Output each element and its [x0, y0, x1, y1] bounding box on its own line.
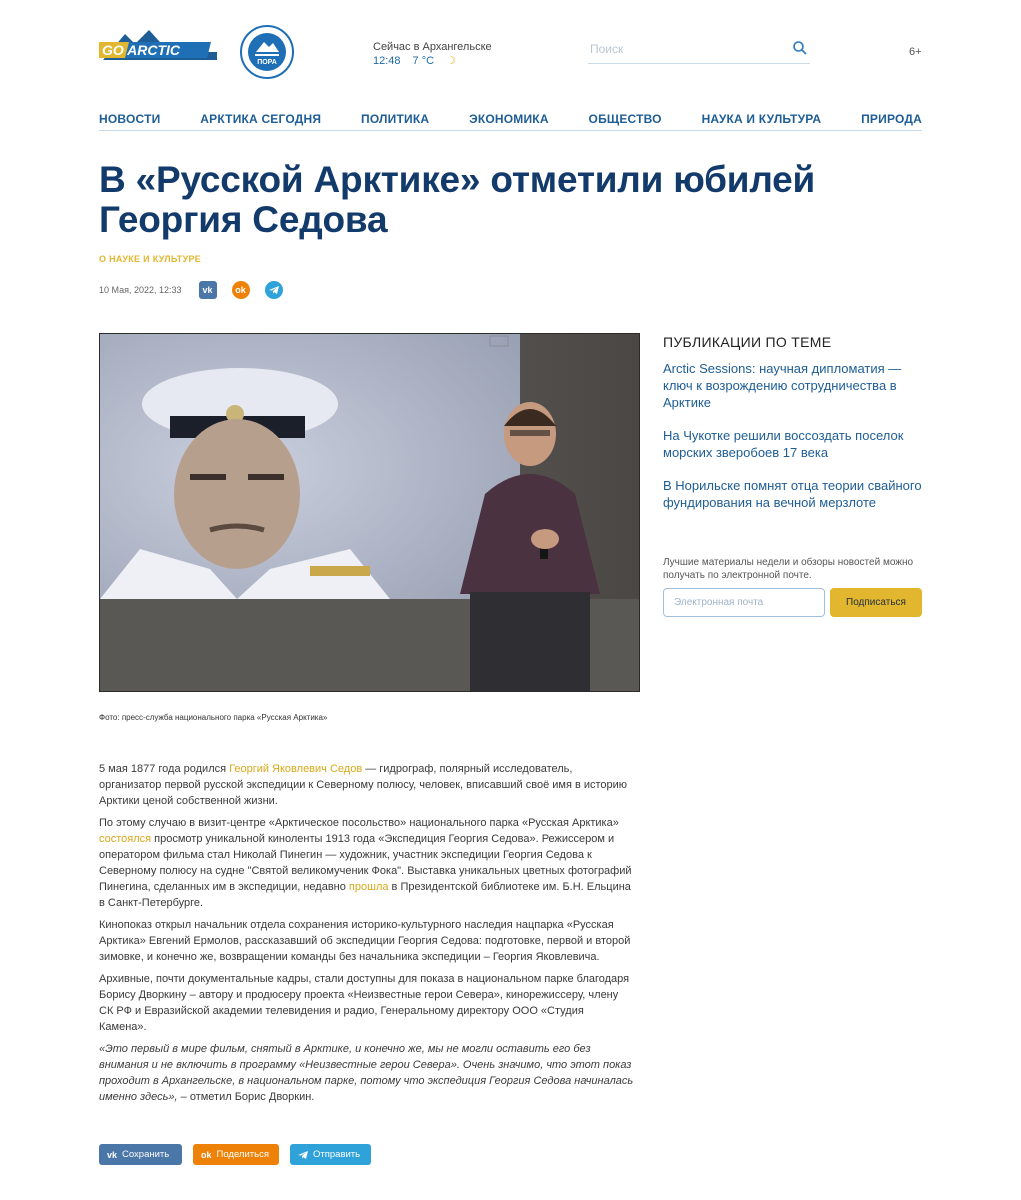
subscribe-button[interactable]: Подписаться [830, 588, 922, 617]
related-link-chukotka[interactable]: На Чукотке решили воссоздать поселок морских зверобоев 17 века [663, 428, 904, 460]
related-link-norilsk[interactable]: В Норильске помнят отца теории свайного фундирования на вечной мерзлоте [663, 478, 922, 510]
moon-icon: ☽ [446, 55, 456, 67]
related-publications-title: ПУБЛИКАЦИИ ПО ТЕМЕ [663, 334, 832, 350]
article-category-link[interactable]: О НАУКЕ И КУЛЬТУРЕ [99, 254, 202, 264]
nav-item-economy[interactable]: ЭКОНОМИКА [469, 112, 549, 126]
paragraph-text: 5 мая 1877 года родился [99, 763, 230, 775]
telegram-send-button[interactable] [290, 1144, 371, 1165]
article-paragraph-3: Кинопоказ открыл начальник отдела сохранения историко-культурного наследия нацпарка «Русская Арктика» Евгений Ермолов, рассказавший об экспедиции Георгия Седова: подготовке, первой и второй зимовке, и конечно же, возвращении команды без начальника экспедиции – Георгия Яковлевича. [99, 919, 631, 963]
site-header [0, 0, 1021, 100]
related-publications-list [663, 360, 923, 527]
ok-icon: ok [201, 1149, 212, 1160]
vk-save-button[interactable] [99, 1144, 182, 1165]
age-rating: 6+ [909, 46, 922, 58]
article-meta [99, 280, 298, 300]
email-field[interactable] [663, 588, 825, 617]
main-nav [99, 110, 922, 131]
weather-label: Сейчас в Архангельске [373, 41, 492, 53]
nav-item-news[interactable]: НОВОСТИ [99, 112, 161, 126]
weather-time: 12:48 [373, 55, 401, 67]
paragraph-text: — гидрограф, полярный исследователь, организатор первой русской экспедиции к Северному полюсу, человек, вписавший своё имя в историю Арктики ценой собственной жизни. [99, 763, 628, 807]
ok-share-icon[interactable]: ok [232, 281, 250, 299]
article-title: В «Русской Арктике» отметили юбилей Георгия Седова [99, 159, 816, 240]
took-place-link[interactable]: состоялся [99, 833, 152, 845]
paragraph-text: в Президентской библиотеке им. Б.Н. Ельцина в Санкт-Петербурге. [99, 881, 631, 909]
vk-save-label: Сохранить [122, 1149, 170, 1160]
nav-item-arctic-today[interactable]: АРКТИКА СЕГОДНЯ [200, 112, 322, 126]
article-paragraph-5 [99, 1041, 634, 1105]
article-date: 10 Мая, 2022, 12:33 [99, 285, 182, 295]
search-input[interactable] [590, 40, 780, 58]
nav-item-politics[interactable]: ПОЛИТИКА [361, 112, 430, 126]
search-box [588, 36, 810, 64]
telegram-send-label: Отправить [313, 1149, 361, 1160]
article-photo-image [100, 334, 640, 692]
ok-share-label: Поделиться [216, 1149, 269, 1160]
share-bar [99, 1144, 371, 1165]
article-paragraph-2 [99, 815, 634, 911]
dvorkin-quote: «Это первый в мире фильм, снятый в Арктике, и конечно же, мы не могли оставить его без внимания и не включить в программу «Неизвестные герои Севера». Очень значимо, что этот показ проходит в Архангельске, в национальном парке, потому что экспедиция Георгия Седова начиналась именно здесь», [99, 1043, 634, 1103]
goarctic-logo[interactable] [99, 24, 219, 62]
paragraph-text: просмотр уникальной киноленты 1913 года «Экспедиция Георгия Седова». Режиссером и оператором фильма стал Николай Пинегин — художник, участник экспедиции Георгия Седова к Северному полюсу на судне "Святой великомученик Фока". Выставка уникальных цветных фотографий Пинегина, сделанных им в экспедиции, недавно [99, 833, 632, 893]
article-paragraph-1 [99, 761, 634, 809]
ok-share-button[interactable] [193, 1144, 279, 1165]
sedov-link[interactable]: Георгий Яковлевич Седов [229, 763, 363, 775]
paragraph-text: По этому случаю в визит-центре «Арктическое посольство» национального парка «Русская Арктика» [99, 817, 619, 829]
weather-temperature: 7 °C [412, 55, 435, 67]
weather-widget [373, 40, 492, 68]
photo-caption: Фото: пресс-служба национального парка «Русская Арктика» [99, 713, 328, 722]
article-body [99, 761, 634, 1111]
goarctic-logo-text: GO ARCTIC [102, 42, 181, 58]
search-icon[interactable] [792, 40, 808, 56]
telegram-plane-icon [269, 285, 279, 295]
vk-share-icon[interactable]: vk [199, 281, 217, 299]
paragraph-text: – отметил Борис Дворкин. [177, 1091, 315, 1103]
nav-item-nature[interactable]: ПРИРОДА [861, 112, 922, 126]
nav-item-science-culture[interactable]: НАУКА И КУЛЬТУРА [701, 112, 822, 126]
article-photo [99, 333, 640, 692]
vk-icon: vk [107, 1149, 118, 1160]
nav-item-society[interactable]: ОБЩЕСТВО [588, 112, 662, 126]
pora-logo[interactable] [240, 25, 294, 79]
pora-logo-text: ПОРА [257, 59, 277, 66]
related-link-arctic-sessions[interactable]: Arctic Sessions: научная дипломатия — ключ к возрождению сотрудничества в Арктике [663, 361, 902, 410]
telegram-icon [298, 1150, 308, 1160]
exhibition-link[interactable]: прошла [348, 881, 389, 893]
telegram-share-icon[interactable] [265, 281, 283, 299]
article-paragraph-4: Архивные, почти документальные кадры, стали доступны для показа в национальном парке благодаря Борису Дворкину – автору и продюсеру проекта «Неизвестные герои Севера», кинорежиссеру, члену СК РФ и Евразийской академии телевидения и радио, Генеральному директору ООО «Студия Камена». [99, 973, 630, 1033]
newsletter-text: Лучшие материалы недели и обзоры новостей можно получать по электронной почте. [663, 557, 914, 581]
